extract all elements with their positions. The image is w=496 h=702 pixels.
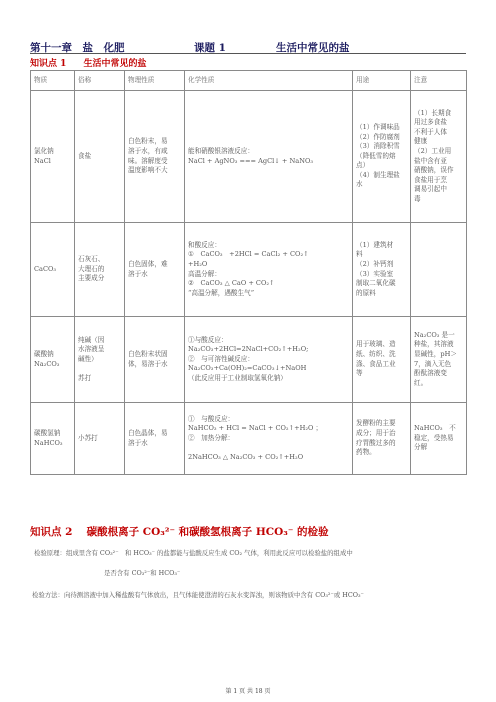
cell-line: NaCl — [34, 156, 51, 165]
cell-line: 健康 — [414, 137, 428, 146]
table-row — [31, 403, 467, 475]
cell-line: Na₂CO₃ 是一 — [414, 330, 455, 339]
cell-line: 小苏打 — [78, 433, 98, 442]
cell-line: 显碱性，pH＞ — [414, 349, 457, 358]
common-name-cell — [75, 91, 125, 223]
cell-line: NaHCO₃ 不 — [414, 424, 456, 433]
cell-line: 和酸反应： — [188, 240, 221, 249]
cell-line: 碳酸氢钠 — [34, 428, 61, 437]
cell-line: ② CaCO₃ △ CaO + CO₂↑ — [188, 279, 275, 288]
principle-line-1: 检验原理：组成里含有 CO₃²⁻ 和 HCO₃⁻ 的盐都能与盐酸反应生成 CO₂ 气体，利用此反应可以检验盐的组成中 — [34, 549, 353, 557]
cell-line: NaHCO₃ + HCl = NaCl + CO₂↑+H₂O ； — [188, 424, 323, 433]
cell-line: 苏打 — [78, 373, 92, 382]
cell-line: 种盐，其溶液 — [414, 340, 454, 349]
cell-line: 涤、食品工业 — [356, 359, 396, 368]
cell-line: 高温分解： — [188, 269, 221, 278]
cell-line: 等 — [356, 369, 363, 378]
kp1-label: 知识点 1 — [30, 59, 67, 69]
cell-line: NaCl + AgNO₃ === AgCl↓ + NaNO₃ — [188, 156, 314, 165]
cell-line: 红。 — [414, 378, 428, 387]
cell-line: 碱性） — [78, 354, 98, 363]
cell-line: 白色晶体，易 — [128, 428, 168, 437]
notes-cell — [411, 91, 467, 223]
cell-line: 白色粉末状固 — [128, 349, 168, 358]
cell-line: （1）作调味品 — [356, 123, 400, 132]
chemical-property-cell — [185, 403, 353, 475]
cell-line: NaHCO₃ — [34, 438, 63, 447]
cell-line: （2）补钙剂 — [356, 259, 394, 268]
cell-line: Na₂CO₃+2HCl=2NaCl+CO₂↑+H₂O; — [188, 345, 309, 354]
table-header-row — [31, 71, 467, 91]
cell-line: 白色粉末，易 — [128, 137, 168, 146]
cell-line: 水 — [356, 180, 363, 189]
notes-cell — [411, 223, 467, 317]
uses-cell — [353, 91, 411, 223]
chapter-title: 第十一章 盐 化肥 — [30, 42, 125, 54]
cell-line: 溶于水 — [128, 269, 148, 278]
cell-line: 调易引起中 — [414, 185, 447, 194]
cell-line: 溶于水，有咸 — [128, 146, 168, 155]
cell-line: 料 — [356, 250, 363, 259]
cell-line: 制取二氧化碳 — [356, 279, 396, 288]
cell-line: Na₂CO₃ — [34, 359, 60, 368]
substance-cell — [31, 223, 75, 317]
table-row — [31, 91, 467, 223]
common-name-cell — [75, 403, 125, 475]
header-cell: 俗称 — [75, 71, 125, 91]
cell-line: 分解 — [414, 443, 428, 452]
kp2-title: 碳酸根离子 CO₃²⁻ 和碳酸氢根离子 HCO₃⁻ 的检验 — [86, 526, 329, 538]
physical-property-cell — [125, 317, 185, 403]
cell-line: 主要成分 — [78, 274, 105, 283]
cell-line: 体，易溶于水 — [128, 359, 168, 368]
cell-line: 酚酞溶液变 — [414, 369, 447, 378]
cell-line: （降低雪的熔 — [356, 151, 396, 160]
table-row — [31, 317, 467, 403]
notes-cell — [411, 317, 467, 403]
knowledge-point-1 — [30, 56, 161, 69]
cell-line: 7，滴入无色 — [414, 359, 452, 368]
cell-line: 稳定，受热易 — [414, 433, 454, 442]
cell-line: ① CaCO₃ +2HCl = CaCl₂ + CO₂↑ — [188, 250, 309, 259]
knowledge-point-2 — [30, 524, 329, 539]
cell-line: 石灰石、 — [78, 255, 105, 264]
cell-line: 用过多食盐 — [414, 118, 447, 127]
cell-line: 用于玻璃、造 — [356, 340, 396, 349]
physical-property-cell — [125, 223, 185, 317]
cell-line: 水溶液呈 — [78, 345, 105, 354]
cell-line: +H₂O — [188, 259, 208, 268]
cell-line: 食盐用于烹 — [414, 175, 447, 184]
header-cell: 物质 — [31, 71, 75, 91]
lesson-title: 生活中常见的盐 — [276, 42, 350, 54]
header-cell: 注意 — [411, 71, 467, 91]
cell-line: 食盐 — [78, 151, 92, 160]
salts-table — [30, 70, 467, 475]
cell-line: 味。溶解度受 — [128, 156, 168, 165]
uses-cell — [353, 403, 411, 475]
cell-line: Na₂CO₃+Ca(OH)₂=CaCO₃↓+NaOH — [188, 364, 307, 373]
cell-line: “高温分解，遇酸生气” — [188, 288, 255, 297]
cell-line: 成分；用于治 — [356, 428, 396, 437]
cell-line: （3）消除积雪 — [356, 142, 400, 151]
cell-line — [78, 364, 121, 374]
cell-line: 碳酸钠 — [34, 349, 54, 358]
cell-line: 毒 — [414, 194, 421, 203]
cell-line: （2）工业用 — [414, 146, 452, 155]
cell-line: 能和硝酸银溶液反应： — [188, 146, 254, 155]
page-footer: 第 1 页 共 18 页 — [225, 688, 271, 695]
uses-cell — [353, 317, 411, 403]
cell-line: 大理石的 — [78, 264, 105, 273]
principle-line-2: 是否含有 CO₃²⁻和 HCO₃⁻ — [104, 569, 181, 577]
cell-line: 纸、纺织、洗 — [356, 349, 396, 358]
cell-line: 盐中含有亚 — [414, 156, 447, 165]
physical-property-cell — [125, 91, 185, 223]
cell-line: 氯化钠 — [34, 146, 54, 155]
cell-line: 的原料 — [356, 288, 376, 297]
cell-line: （此反应用于工业制取氢氧化钠） — [188, 373, 287, 382]
kp2-label: 知识点 2 — [30, 526, 73, 538]
lesson-number: 课题 1 — [194, 42, 226, 54]
cell-line: ① 与酸反应： — [188, 414, 235, 423]
kp1-title: 生活中常见的盐 — [83, 59, 147, 69]
cell-line: 发酵粉的主要 — [356, 419, 396, 428]
cell-line: （1）建筑材 — [356, 240, 394, 249]
common-name-cell — [75, 223, 125, 317]
chemical-property-cell — [185, 317, 353, 403]
cell-line: ② 与可溶性碱反应： — [188, 354, 254, 363]
cell-line: （2）作防腐剂 — [356, 132, 400, 141]
substance-cell — [31, 317, 75, 403]
cell-line: CaCO₃ — [34, 264, 57, 273]
cell-line: （4）制生理盐 — [356, 170, 400, 179]
cell-line: 2NaHCO₃ △ Na₂CO₃ + CO₂↑+H₂O — [188, 452, 304, 461]
cell-line: （1）长期食 — [414, 108, 452, 117]
chemical-property-cell — [185, 91, 353, 223]
cell-line: 不利于人体 — [414, 127, 447, 136]
common-name-cell — [75, 317, 125, 403]
header-cell: 用途 — [353, 71, 411, 91]
cell-line — [188, 443, 349, 453]
substance-cell — [31, 403, 75, 475]
cell-line: 硝酸钠，误作 — [414, 166, 454, 175]
cell-line: 白色固体，难 — [128, 259, 168, 268]
cell-line: 温度影响不大 — [128, 166, 168, 175]
cell-line: ② 加热分解： — [188, 433, 235, 442]
cell-line: （3）实验室 — [356, 269, 394, 278]
cell-line: 溶于水 — [128, 438, 148, 447]
header-divider — [30, 53, 466, 54]
chemical-property-cell — [185, 223, 353, 317]
table-row — [31, 223, 467, 317]
cell-line: ①与酸反应： — [188, 335, 228, 344]
substance-cell — [31, 91, 75, 223]
cell-line: 疗胃酸过多的 — [356, 438, 396, 447]
cell-line: 药物。 — [356, 448, 376, 457]
method-text: 检验方法：向待测溶液中加入稀盐酸有气体放出，且气体能使澄清的石灰水变浑浊，则该物质中含有 CO₃²⁻或 HCO₃⁻ — [32, 591, 364, 599]
cell-line: 纯碱（因 — [78, 335, 105, 344]
cell-line: 点） — [356, 161, 370, 170]
notes-cell — [411, 403, 467, 475]
header-cell: 化学性质 — [185, 71, 353, 91]
header-cell: 物理性质 — [125, 71, 185, 91]
physical-property-cell — [125, 403, 185, 475]
uses-cell — [353, 223, 411, 317]
